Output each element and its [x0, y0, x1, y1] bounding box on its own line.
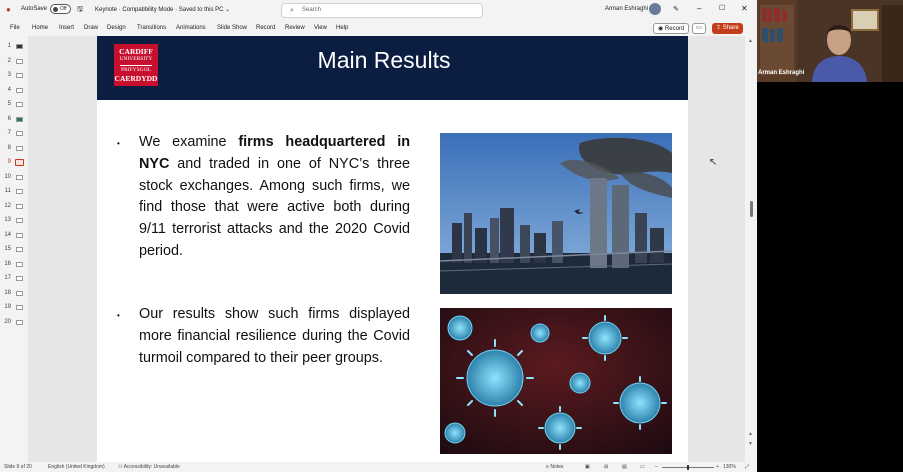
- tab-view[interactable]: View: [314, 25, 327, 31]
- slide-thumbnail[interactable]: [3, 100, 27, 111]
- autosave-state: Off: [60, 6, 67, 12]
- slide-thumbnail-current[interactable]: [3, 158, 27, 169]
- slide-thumbnail-panel: [0, 38, 28, 462]
- tab-animations[interactable]: Animations: [176, 25, 206, 31]
- slide-number: 9: [7, 159, 11, 165]
- thumbnail-icon: [16, 204, 23, 209]
- tab-transitions[interactable]: Transitions: [137, 25, 167, 31]
- search-icon: ⌕: [290, 7, 294, 14]
- thumbnail-icon: [16, 233, 23, 238]
- user-name: Arman Eshraghi: [605, 6, 649, 12]
- slide-number: 5: [7, 101, 11, 107]
- notes-icon: ≡: [546, 464, 549, 470]
- fit-slide-icon[interactable]: ⤢: [745, 464, 750, 470]
- ribbon-tabs: [0, 22, 757, 36]
- thumbnail-icon: [16, 59, 23, 64]
- slide-thumbnail[interactable]: [3, 86, 27, 97]
- logo-line: CAERDYDD: [114, 73, 158, 83]
- maximize-icon[interactable]: ☐: [719, 5, 726, 12]
- notes-label: Notes: [550, 464, 564, 470]
- share-button[interactable]: [712, 23, 743, 34]
- slide-title[interactable]: Main Results: [317, 47, 451, 73]
- slide-number: 19: [4, 304, 11, 310]
- slide-number: 13: [4, 217, 11, 223]
- tab-draw[interactable]: Draw: [84, 25, 99, 31]
- slide-number: 2: [7, 57, 11, 64]
- record-button[interactable]: [653, 23, 689, 34]
- thumbnail-icon: [15, 159, 24, 166]
- share-icon: ⇪: [716, 25, 722, 31]
- slide-number: 20: [4, 318, 11, 325]
- slide-thumbnail[interactable]: [3, 303, 27, 314]
- thumbnail-icon: [16, 305, 23, 310]
- slide-thumbnail[interactable]: [3, 144, 27, 155]
- thumbnail-icon: [16, 117, 23, 122]
- nyc-skyline-911-image[interactable]: [440, 133, 672, 294]
- zoom-level[interactable]: 130%: [723, 464, 736, 470]
- mouse-cursor-icon: ↖: [709, 157, 718, 168]
- tab-insert[interactable]: Insert: [59, 25, 75, 31]
- search-placeholder: Search: [302, 7, 322, 13]
- chevron-down-icon: ⌄: [225, 7, 231, 13]
- save-status: Saved to this PC: [178, 7, 224, 13]
- avatar[interactable]: [649, 3, 661, 15]
- thumbnail-icon: [16, 146, 23, 151]
- zoom-slider-thumb[interactable]: [687, 465, 689, 470]
- logo-line: UNIVERSITY: [119, 55, 153, 62]
- pen-icon[interactable]: ✎: [673, 6, 679, 13]
- bullet-marker: •: [117, 139, 120, 148]
- vertical-scrollbar[interactable]: [745, 36, 757, 462]
- document-title[interactable]: Keynote · Compatibility Mode · Saved to this PC ⌄: [95, 7, 231, 13]
- slide-number: 3: [7, 72, 11, 78]
- thumbnail-icon: [16, 131, 23, 136]
- record-dot-icon: ◉: [658, 26, 664, 32]
- slide-header: [97, 36, 688, 100]
- slide-number: 15: [4, 246, 11, 252]
- slide-number: 4: [7, 86, 11, 93]
- scroll-down-icon[interactable]: ▼: [748, 441, 753, 447]
- comments-icon[interactable]: ▭: [692, 23, 706, 34]
- doc-name: Keynote: [95, 7, 118, 13]
- title-bar: [0, 0, 757, 20]
- share-label: Share: [722, 25, 739, 31]
- video-feed: [757, 0, 903, 82]
- slide-number: 10: [4, 173, 11, 180]
- slide-sorter-icon[interactable]: ⊞: [604, 464, 609, 470]
- covid-virus-image[interactable]: [440, 308, 672, 454]
- slide-number: 1: [7, 43, 11, 49]
- slide-thumbnail[interactable]: [3, 260, 27, 271]
- close-icon[interactable]: ✕: [741, 4, 748, 13]
- autosave-label: AutoSave: [21, 6, 48, 12]
- thumbnail-icon: [16, 247, 23, 252]
- slide-number: 6: [7, 115, 11, 122]
- bullet-text-2[interactable]: Our results show such firms displayed more financial resilience during the Covid turmoil compared to their peer groups.: [139, 306, 410, 366]
- slide-number: 7: [7, 130, 11, 136]
- record-label: Record: [664, 26, 685, 32]
- tab-file[interactable]: File: [10, 25, 20, 31]
- zoom-out-icon[interactable]: –: [655, 464, 658, 470]
- slide-number: 14: [4, 231, 11, 238]
- slide-counter: Slide 9 of 20: [4, 464, 32, 470]
- compat-mode: Compatibility Mode: [122, 7, 174, 13]
- slide-number: 16: [4, 260, 11, 267]
- accessibility-icon: ⚇: [118, 464, 123, 470]
- thumbnail-icon: [16, 218, 23, 223]
- skyline-illustration: [440, 133, 672, 294]
- normal-view-icon[interactable]: ▣: [585, 464, 590, 470]
- minimize-icon[interactable]: –: [697, 4, 702, 13]
- bullet-1-text: We examine: [139, 134, 239, 150]
- thumbnail-icon: [16, 189, 23, 194]
- slide-number: 17: [4, 275, 11, 281]
- accessibility-label: Accessibility: Unavailable: [123, 464, 180, 470]
- tab-record[interactable]: Record: [256, 25, 276, 31]
- slide-thumbnail[interactable]: [3, 173, 27, 184]
- slide-thumbnail[interactable]: [3, 216, 27, 227]
- tab-help[interactable]: Help: [336, 25, 349, 31]
- slide[interactable]: [97, 36, 688, 462]
- accessibility-status[interactable]: [118, 464, 180, 470]
- slide-thumbnail[interactable]: [3, 129, 27, 140]
- slide-thumbnail[interactable]: [3, 202, 27, 213]
- tab-review[interactable]: Review: [285, 25, 305, 31]
- slide-thumbnail[interactable]: [3, 115, 27, 126]
- slide-thumbnail[interactable]: [3, 57, 27, 68]
- search-box[interactable]: [281, 3, 483, 18]
- scrollbar-thumb[interactable]: [750, 201, 753, 217]
- scroll-up-icon[interactable]: ▲: [748, 38, 753, 44]
- slide-number: 12: [4, 202, 11, 209]
- bullet-1-bold: firms headquartered in NYC: [139, 134, 410, 172]
- virus-illustration: [440, 308, 672, 454]
- status-bar: [0, 462, 757, 472]
- thumbnail-icon: [16, 262, 23, 267]
- toggle-knob: [53, 7, 58, 12]
- slide-thumbnail[interactable]: [3, 42, 27, 53]
- slide-thumbnail[interactable]: [3, 187, 27, 198]
- thumbnail-icon: [16, 276, 23, 281]
- language[interactable]: English (United Kingdom): [48, 464, 105, 470]
- slide-thumbnail[interactable]: [3, 231, 27, 242]
- slide-number: 8: [7, 144, 11, 151]
- slide-thumbnail[interactable]: [3, 289, 27, 300]
- logo-line: PRIFYSGOL: [121, 67, 151, 73]
- zoom-in-icon[interactable]: +: [716, 464, 719, 470]
- participant-name: Arman Eshraghi: [758, 70, 805, 76]
- thumbnail-icon: [16, 44, 23, 49]
- thumbnail-icon: [16, 88, 23, 93]
- thumbnail-icon: [16, 175, 23, 180]
- slide-thumbnail[interactable]: [3, 71, 27, 82]
- thumbnail-icon: [16, 102, 23, 107]
- slide-thumbnail[interactable]: [3, 318, 27, 329]
- slide-number: 18: [4, 289, 11, 296]
- save-icon[interactable]: 🖫: [77, 6, 83, 13]
- notes-button[interactable]: [546, 464, 563, 470]
- tab-design[interactable]: Design: [107, 25, 126, 31]
- scroll-up-icon[interactable]: ▲: [748, 431, 753, 437]
- slide-number: 11: [4, 188, 11, 194]
- tab-home[interactable]: Home: [32, 25, 49, 31]
- tab-slide-show[interactable]: Slide Show: [217, 25, 248, 31]
- powerpoint-logo-icon: ●: [6, 5, 11, 14]
- bullet-text-1[interactable]: [139, 132, 410, 263]
- thumbnail-icon: [16, 291, 23, 296]
- slide-thumbnail[interactable]: [3, 274, 27, 285]
- slide-thumbnail[interactable]: [3, 245, 27, 256]
- autosave-toggle[interactable]: [50, 4, 71, 14]
- bullet-1-text: and traded in one of NYC’s three stock exchanges. Among such firms, we find those that were active both during 9/11 terrorist attacks and the 2020 Covid period.: [139, 155, 410, 259]
- slideshow-icon[interactable]: ▭: [640, 464, 645, 470]
- thumbnail-icon: [16, 73, 23, 78]
- reading-view-icon[interactable]: ▤: [622, 464, 627, 470]
- thumbnail-icon: [16, 320, 23, 325]
- bullet-marker: •: [117, 311, 120, 320]
- logo-line: CARDIFF: [119, 47, 153, 56]
